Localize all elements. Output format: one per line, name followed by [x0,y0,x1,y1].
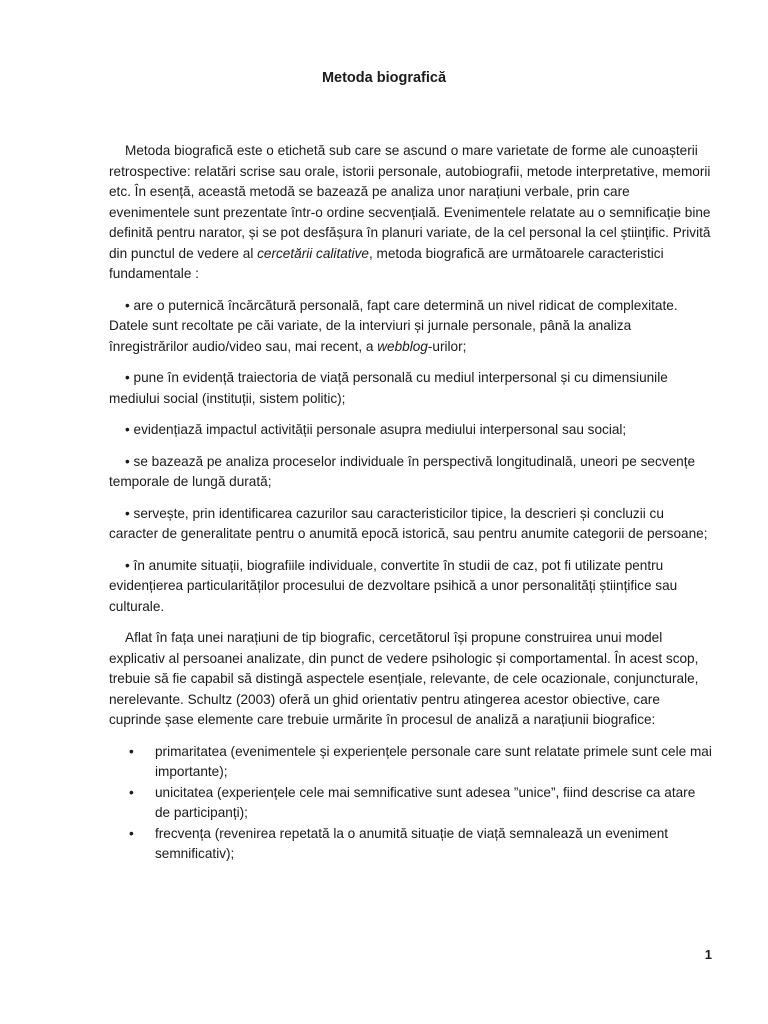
bullet-icon: • [129,825,134,841]
trait-paragraph-5 [109,504,714,545]
list-item-text: frecvența (revenirea repetată la o anumită situație de viață semnalează un eveniment semnificativ); [155,825,669,861]
intro-italic-term: cercetării calitative [257,245,369,261]
list-item [109,783,714,824]
bullet-icon: • [125,557,130,573]
page-title: Metoda biografică [321,70,447,86]
document-body [109,141,714,865]
trait-paragraph-2 [109,368,714,409]
analysis-paragraph: Aflat în fața unei narațiuni de tip biografic, cercetătorul își propune construirea unui model explicativ al persoanei analizate, din punct de vedere psihologic și comportamental. În acest scop, trebuie să fie capabil să distingă aspectele esențiale, relevante, de cele ocazionale, conjuncturale, nerelevante. Schultz (2003) oferă un ghid orientativ pentru atingerea acestor obiective, care cuprinde șase elemente care trebuie urmărite în procesul de analiză a narațiunii biografice: [109,630,699,727]
list-item-text: unicitatea (experiențele cele mai semnificative sunt adesea ”unice”, fiind descrise ca atare de participanți); [155,784,696,820]
trait-text: în anumite situații, biografiile individuale, convertite în studii de caz, pot fi utilizate pentru evidențierea particularităților procesului de dezvoltare psihică a unor personalități științifice sau culturale. [109,557,678,614]
trait-text: servește, prin identificarea cazurilor sau caracteristicilor tipice, la descrieri și concluzii cu caracter de generalitate pentru o anumită epocă istorică, sau pentru anumite categorii de persoane; [109,505,708,541]
bullet-icon: • [125,505,130,521]
list-item [109,742,714,783]
trait-italic-term: webblog [377,338,428,354]
trait-paragraph-1 [109,296,714,358]
page-number: 1 [704,947,712,962]
elements-list [109,742,714,865]
bullet-icon: • [129,743,134,759]
bullet-icon: • [129,784,134,800]
intro-text-2: , metoda biografică are următoarele caracteristici fundamentale : [109,245,664,281]
bullet-icon: • [125,422,130,437]
trait-text: pune în evidență traiectoria de viață personală cu mediul interpersonal și cu dimensiunile mediului social (instituții, sistem politic); [109,370,668,406]
trait-text: se bazează pe analiza proceselor individuale în perspectivă longitudinală, uneori pe secvențe temporale de lungă durată; [109,453,696,489]
bullet-icon: • [125,297,130,313]
bullet-icon: • [125,370,130,385]
trait-text: evidențiază impactul activității personale asupra mediului interpersonal sau social; [129,422,627,437]
intro-text-1: Metoda biografică este o etichetă sub care se ascund o mare varietate de forme ale cunoașterii retrospective: relatări scrise sau orale, istorii personale, autobiografii, metode interpretative, memorii etc. În esență, această metodă se bazează pe analiza unor narațiuni verbale, prin care evenimentele sunt prezentate într-o ordine secvențială. Evenimentele relatate au o semnificație bine definită pentru narator, și se pot desfășura în planuri variate, de la cel personal la cel științific. Privită din punctul de vedere al [109,143,711,261]
trait-paragraph-4 [109,452,714,493]
trait-text: are o puternică încărcătură personală, fapt care determină un nivel ridicat de complexitate. Datele sunt recoltate pe căi variate, de la interviuri și jurnale personale, până la analiza înregistrărilor audio/video sau, mai recent, a [109,297,678,354]
bullet-icon: • [125,453,130,469]
trait-text-end: -urilor; [427,338,467,354]
trait-paragraph-3 [109,420,714,441]
list-item [109,824,714,865]
list-item-text: primaritatea (evenimentele și experiențele personale care sunt relatate primele sunt cele mai importante); [155,743,712,779]
trait-paragraph-6 [109,556,714,618]
intro-paragraph [109,141,714,285]
